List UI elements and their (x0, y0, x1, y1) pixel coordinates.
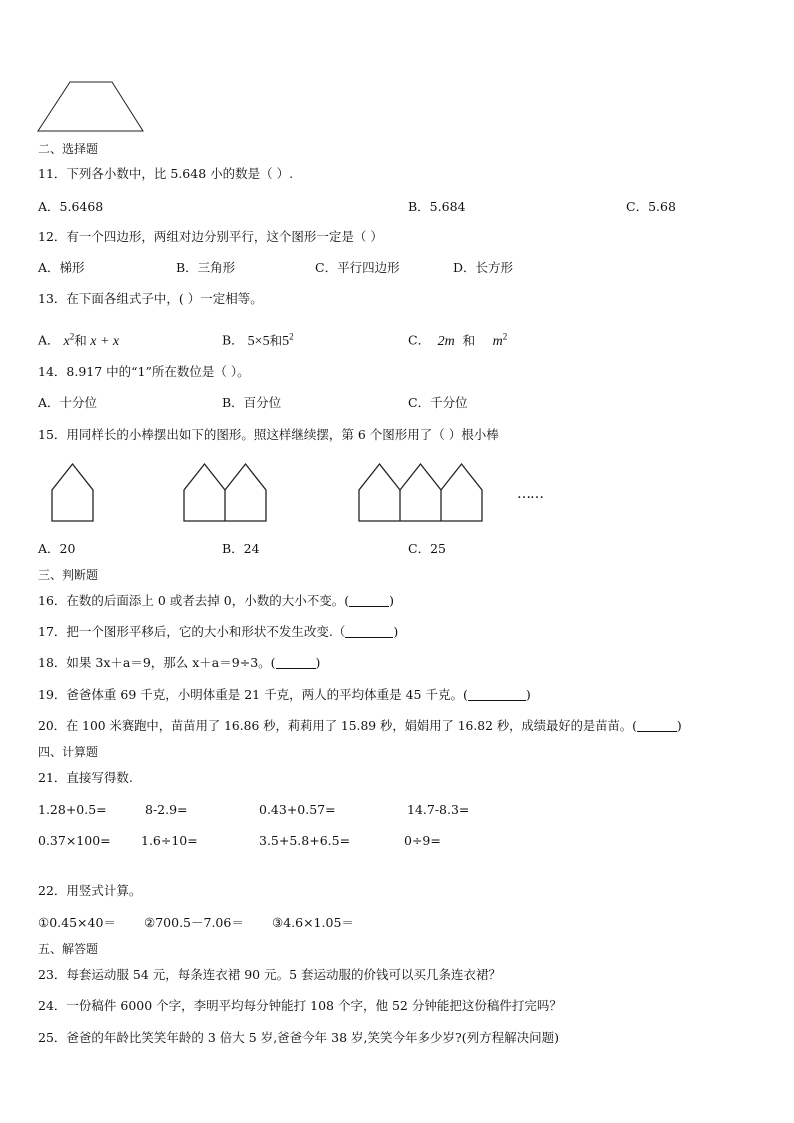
close-paren: ) (525, 687, 531, 702)
question-18-text: 18．如果 3x＋a＝9，那么 x＋a＝9÷3。( (38, 655, 276, 670)
answer-blank-19[interactable] (468, 688, 526, 701)
section-heading-calc: 四、计算题 (38, 745, 99, 759)
calc-item: 0÷9= (404, 833, 441, 848)
q12-option-a[interactable]: A．梯形 (38, 260, 85, 275)
q13-option-a-math: $x^2$和 x + x (63, 331, 120, 349)
q14-option-b[interactable]: B．百分位 (222, 395, 282, 410)
question-22: 22．用竖式计算。 (38, 883, 142, 898)
trapezoid-figure (0, 0, 794, 140)
house-figure-2 (184, 464, 266, 521)
q15-option-c[interactable]: C．25 (408, 541, 446, 556)
house-pattern-figure (0, 455, 794, 535)
q13-option-a[interactable] (38, 328, 119, 350)
vertical-calc-item: ①0.45×40＝ (38, 915, 116, 930)
q13-option-b-math: 5×5和$5^2$ (247, 331, 294, 349)
question-23: 23．每套运动服 54 元，每条连衣裙 90 元。5 套运动服的价钱可以买几条连衣裙？ (38, 967, 502, 982)
q13-option-b-label: B． (222, 332, 244, 348)
calc-item: 1.6÷10= (141, 833, 198, 848)
question-14: 14．8.917 中的“1”所在数位是（ ）。 (38, 364, 250, 379)
q15-option-a[interactable]: A．20 (38, 541, 76, 556)
answer-blank-16[interactable] (349, 594, 389, 607)
q13-option-b[interactable] (222, 328, 294, 350)
q13-option-c-label: C． (408, 332, 431, 348)
question-18 (38, 655, 320, 671)
question-20 (38, 718, 682, 734)
question-12: 12．有一个四边形，两组对边分别平行，这个图形一定是（ ） (38, 229, 383, 244)
section-heading-judge: 三、判断题 (38, 568, 99, 582)
house-figure-3 (359, 464, 482, 521)
question-21: 21．直接写得数. (38, 770, 133, 785)
calc-item: 14.7-8.3= (407, 802, 470, 817)
q12-option-c[interactable]: C．平行四边形 (315, 260, 400, 275)
close-paren: ) (393, 624, 399, 639)
question-17-text: 17．把一个图形平移后，它的大小和形状不发生改变.（ (38, 624, 346, 639)
question-13: 13．在下面各组式子中，( ）一定相等。 (38, 291, 263, 306)
pattern-ellipsis: …… (517, 486, 543, 502)
question-24: 24．一份稿件 6000 个字，李明平均每分钟能打 108 个字，他 52 分钟能把这份稿件打完吗？ (38, 998, 562, 1013)
q11-option-a[interactable]: A．5.6468 (38, 199, 104, 214)
q12-option-d[interactable]: D．长方形 (453, 260, 514, 275)
q11-option-b[interactable]: B．5.684 (408, 199, 466, 214)
close-paren: ) (676, 719, 682, 733)
answer-blank-17[interactable] (345, 625, 393, 638)
question-19 (38, 687, 531, 703)
q13-option-a-label: A． (38, 332, 60, 348)
q14-option-a[interactable]: A．十分位 (38, 395, 98, 410)
close-paren: ) (315, 655, 321, 670)
question-17 (38, 624, 398, 640)
question-19-text: 19．爸爸体重 69 千克，小明体重是 21 千克，两人的平均体重是 45 千克。( (38, 687, 468, 702)
q15-option-b[interactable]: B．24 (222, 541, 260, 556)
question-16-text: 16．在数的后面添上 0 或者去掉 0，小数的大小不变。( (38, 593, 350, 608)
section-heading-solve: 五、解答题 (38, 942, 99, 956)
q11-option-c[interactable]: C．5.68 (626, 199, 676, 214)
house-figure-1 (52, 464, 93, 521)
answer-blank-20[interactable] (637, 719, 677, 732)
answer-blank-18[interactable] (276, 656, 316, 669)
vertical-calc-item: ③4.6×1.05＝ (272, 915, 354, 930)
question-16 (38, 593, 394, 609)
question-15: 15．用同样长的小棒摆出如下的图形。照这样继续摆，第 6 个图形用了（ ）根小棒 (38, 427, 499, 442)
calc-item: 8-2.9= (145, 802, 188, 817)
section-heading-choice: 二、选择题 (38, 142, 99, 156)
q13-option-c[interactable] (408, 328, 507, 350)
calc-item: 3.5+5.8+6.5= (259, 833, 351, 848)
question-11: 11．下列各小数中，比 5.648 小的数是（ ）. (38, 166, 294, 181)
q12-option-b[interactable]: B．三角形 (176, 260, 236, 275)
q13-option-c-math: 2m 和 $m^2$ (434, 331, 508, 349)
calc-item: 0.37×100= (38, 833, 111, 848)
close-paren: ) (389, 593, 394, 608)
q14-option-c[interactable]: C．千分位 (408, 395, 468, 410)
question-20-text: 20．在 100 米赛跑中，苗苗用了 16.86 秒，莉莉用了 15.89 秒，娟娟用了 16.82 秒，成绩最好的是苗苗。( (38, 719, 637, 733)
question-25: 25．爸爸的年龄比笑笑年龄的 3 倍大 5 岁,爸爸今年 38 岁,笑笑今年多少岁?(列方程解决问题) (38, 1030, 559, 1045)
calc-item: 1.28+0.5= (38, 802, 107, 817)
vertical-calc-item: ②700.5－7.06＝ (144, 915, 244, 930)
calc-item: 0.43+0.57= (259, 802, 336, 817)
